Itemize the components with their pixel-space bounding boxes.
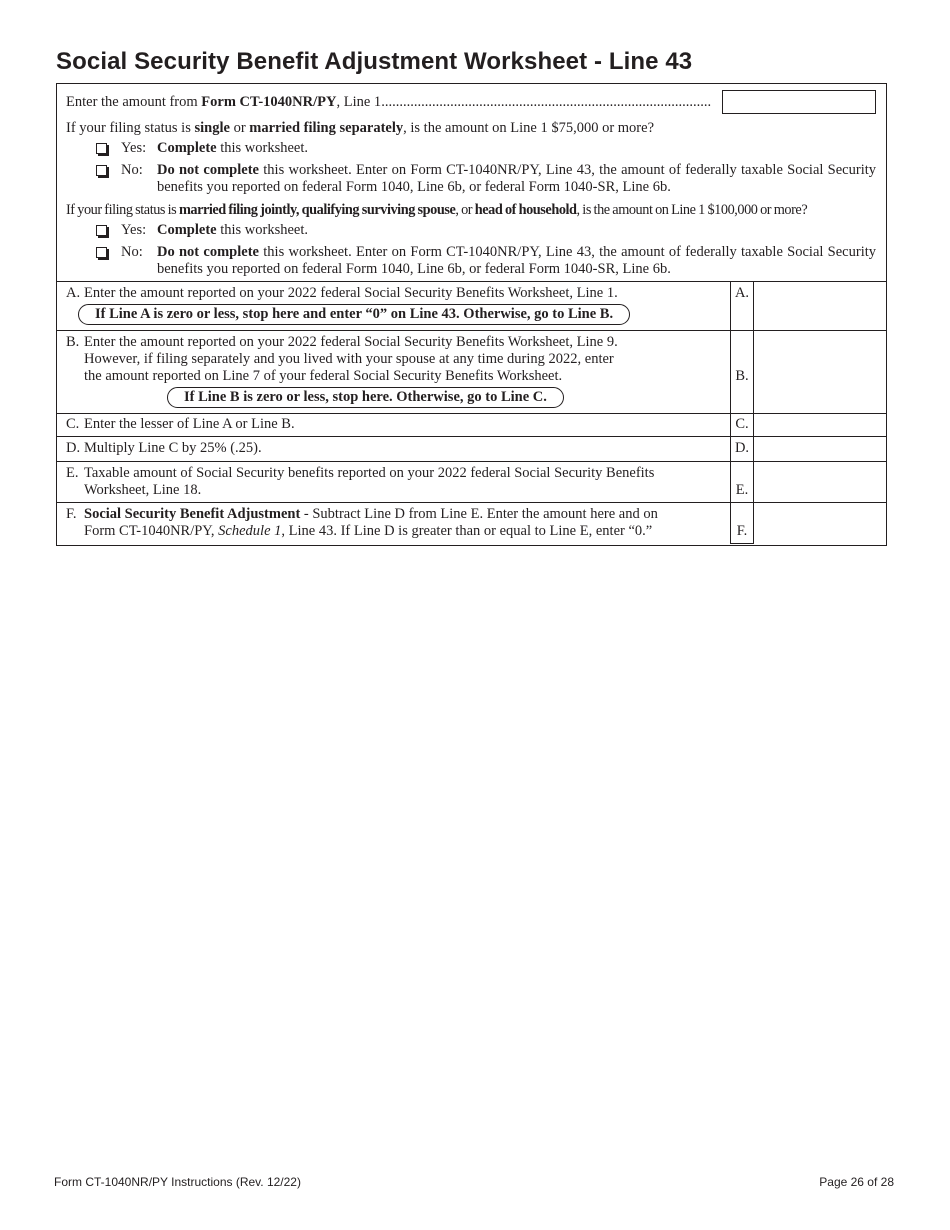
q1-yes-text [157, 140, 876, 159]
q2-mid: , or [455, 202, 475, 218]
worksheet [56, 83, 887, 546]
q1-no-option [66, 162, 876, 196]
line-e-text-1: Taxable amount of Social Security benefits reported on your 2022 federal Social Security Benefits [84, 465, 655, 481]
line-c-box-label [730, 414, 754, 436]
q2-no-text [157, 244, 876, 278]
q2-suffix: , is the amount on Line 1 $100,000 or more? [576, 202, 808, 218]
line-b-box-letter: B. [735, 368, 749, 384]
q2-yes-bold: Complete [157, 222, 217, 238]
line-a-row [57, 281, 886, 330]
q2-yes-option [66, 222, 876, 241]
line-d-description [57, 437, 730, 461]
line-f-text-2a: Form CT-1040NR/PY, [84, 523, 219, 539]
q1-no-rest: this worksheet. Enter on Form CT-1040NR/PY, Line 43, the amount of federally taxable Social Security benefits you reported on federal Form 1040, Line 6b, or federal Form 1040-SR, Line 6b. [157, 162, 877, 195]
line-a-box-letter: A. [734, 285, 750, 301]
worksheet-intro [57, 84, 886, 281]
line-c-row [57, 413, 886, 436]
q1-yes-bold: Complete [157, 140, 217, 156]
line-a-box-label [730, 282, 754, 330]
question-single [66, 120, 876, 137]
q1-no-text [157, 162, 876, 196]
q1-prefix: If your filing status is [66, 120, 195, 136]
line-e-letter: E. [66, 465, 79, 481]
line-c-letter: C. [66, 416, 80, 432]
line1-suffix: , Line 1 [336, 93, 382, 110]
q1-yes-option [66, 140, 876, 159]
line-b-note: If Line B is zero or less, stop here. Otherwise, go to Line C. [167, 387, 564, 408]
line-b-row [57, 330, 886, 413]
line-e-box-label [730, 462, 754, 502]
line1-row [66, 90, 876, 114]
line-f-description [57, 503, 730, 545]
line-c-description [57, 414, 730, 436]
q2-yes-label: Yes: [121, 222, 147, 238]
line-e-amount-field[interactable] [754, 462, 886, 502]
q2-status-hoh: head of household [474, 202, 577, 218]
line-c-text: Enter the lesser of Line A or Line B. [84, 416, 295, 432]
line-f-text-2b: , Line 43. If Line D is greater than or equal to Line E, enter “0.” [281, 523, 653, 539]
line-c-box-letter: C. [735, 416, 749, 432]
line-f-bold: Social Security Benefit Adjustment [84, 506, 301, 522]
line-b-text-2: However, if filing separately and you lived with your spouse at any time during 2022, enter [84, 351, 614, 367]
line1-amount-field[interactable] [722, 90, 876, 114]
q2-no-rest: this worksheet. Enter on Form CT-1040NR/PY, Line 43, the amount of federally taxable Social Security benefits you reported on federal Form 1040, Line 6b, or federal Form 1040-SR, Line 6b. [157, 244, 877, 277]
line-e-row [57, 461, 886, 502]
footer-page-number: Page 26 of 28 [819, 1175, 894, 1189]
q2-yes-checkbox[interactable] [96, 222, 112, 241]
line-a-note: If Line A is zero or less, stop here and enter “0” on Line 43. Otherwise, go to Line B. [78, 304, 630, 325]
q1-no-label: No: [121, 162, 143, 178]
q1-no-checkbox[interactable] [96, 162, 112, 196]
line-e-box-letter: E. [735, 482, 749, 498]
line1-prefix: Enter the amount from [66, 93, 202, 110]
line-a-letter: A. [66, 285, 81, 301]
q2-no-label: No: [121, 244, 143, 260]
q2-no-option [66, 244, 876, 278]
line-d-amount-field[interactable] [754, 437, 886, 461]
line-e-text-2: Worksheet, Line 18. [84, 482, 202, 498]
line-a-description [57, 282, 730, 330]
line-f-text-1: - Subtract Line D from Line E. Enter the amount here and on [300, 506, 658, 522]
q1-no-bold: Do not complete [157, 162, 259, 178]
q2-yes-rest: this worksheet. [216, 222, 309, 238]
q1-mid: or [229, 120, 250, 136]
q1-status-single: single [194, 120, 230, 136]
line-f-schedule: Schedule 1 [218, 523, 282, 539]
q1-yes-label: Yes: [121, 140, 147, 156]
q2-yes-text [157, 222, 876, 241]
line-f-letter: F. [66, 506, 77, 522]
line-b-letter: B. [66, 334, 80, 350]
line-b-text-1: Enter the amount reported on your 2022 federal Social Security Benefits Worksheet, Line 9. [84, 334, 618, 350]
line-f-box-letter: F. [736, 523, 748, 539]
line-b-description [57, 331, 730, 413]
line-d-text: Multiply Line C by 25% (.25). [84, 440, 262, 456]
dot-leader [381, 94, 712, 111]
q1-suffix: , is the amount on Line 1 $75,000 or more? [403, 120, 655, 136]
line-b-amount-field[interactable] [754, 331, 886, 413]
line-d-row [57, 436, 886, 461]
line-f-amount-field[interactable] [754, 503, 886, 545]
line1-label [66, 94, 381, 111]
line-d-box-label [730, 437, 754, 461]
line-b-box-label [730, 331, 754, 413]
q2-status-joint: married filing jointly, qualifying surviving spouse [178, 202, 456, 218]
line-f-row [57, 502, 886, 545]
page-title: Social Security Benefit Adjustment Worksheet - Line 43 [56, 48, 693, 75]
line-d-box-letter: D. [734, 440, 750, 456]
line-f-text-2 [84, 523, 652, 540]
footer-form-info: Form CT-1040NR/PY Instructions (Rev. 12/22) [54, 1175, 301, 1189]
line1-form: Form CT-1040NR/PY [201, 93, 337, 110]
question-joint [66, 202, 876, 219]
line-e-description [57, 462, 730, 502]
line-f-box-label [730, 503, 754, 544]
line-a-text: Enter the amount reported on your 2022 federal Social Security Benefits Worksheet, Line 1. [84, 285, 618, 301]
q2-prefix: If your filing status is [66, 202, 179, 218]
q1-yes-checkbox[interactable] [96, 140, 112, 159]
line-d-letter: D. [66, 440, 81, 456]
line-a-amount-field[interactable] [754, 282, 886, 330]
q2-no-checkbox[interactable] [96, 244, 112, 278]
q1-yes-rest: this worksheet. [216, 140, 309, 156]
line-c-amount-field[interactable] [754, 414, 886, 436]
line-b-text-3: the amount reported on Line 7 of your federal Social Security Benefits Worksheet. [84, 368, 563, 384]
q1-status-mfs: married filing separately [249, 120, 404, 136]
q2-no-bold: Do not complete [157, 244, 259, 260]
